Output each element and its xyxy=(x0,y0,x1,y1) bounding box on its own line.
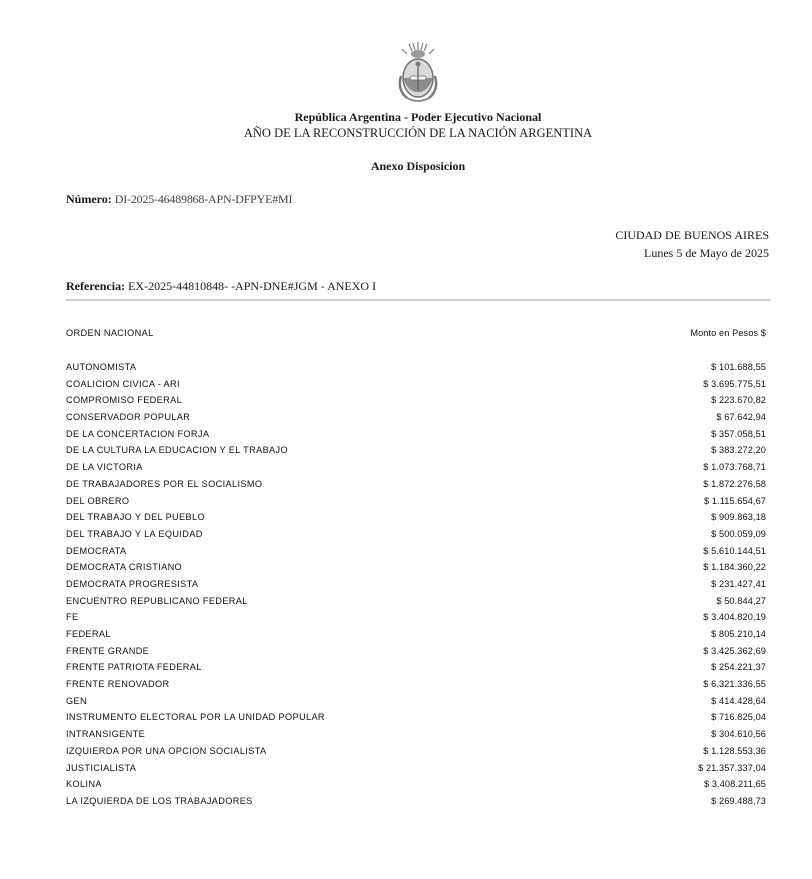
party-name: DEL TRABAJO Y LA EQUIDAD xyxy=(66,528,203,539)
table-row xyxy=(66,676,766,693)
document-reference xyxy=(66,279,376,294)
party-amount: $ 304.610,56 xyxy=(711,729,766,740)
party-amount: $ 3.408.211,65 xyxy=(703,779,766,790)
table-row xyxy=(66,743,766,760)
document-number xyxy=(66,192,292,207)
table-header xyxy=(66,326,766,340)
party-name: AUTONOMISTA xyxy=(66,362,137,372)
party-name: FRENTE RENOVADOR xyxy=(66,679,170,690)
party-name: JUSTICIALISTA xyxy=(66,762,137,773)
party-amount: $ 231.427,41 xyxy=(711,578,766,589)
party-name: DE TRABAJADORES POR EL SOCIALISMO xyxy=(66,478,263,489)
table-row xyxy=(66,493,766,510)
party-name: DEMOCRATA PROGRESISTA xyxy=(66,578,199,589)
party-name: DEMOCRATA xyxy=(66,545,127,556)
party-amount: $ 21.357.337,04 xyxy=(698,762,766,773)
table-row xyxy=(66,760,766,777)
table-row xyxy=(66,476,766,493)
party-name: CONSERVADOR POPULAR xyxy=(66,412,191,423)
header-institution: República Argentina - Poder Ejecutivo Nacional xyxy=(294,110,542,124)
party-amount: $ 6.321.336,55 xyxy=(703,679,766,690)
header-divider xyxy=(66,299,771,301)
table-row xyxy=(66,609,766,626)
reference-value: EX-2025-44810848- -APN-DNE#JGM - ANEXO I xyxy=(128,279,377,293)
table-body xyxy=(66,359,766,810)
table-row xyxy=(66,543,766,560)
coat-of-arms-icon xyxy=(395,40,441,110)
party-amount: $ 223.670,82 xyxy=(711,395,766,406)
table-row xyxy=(66,643,766,660)
party-amount: $ 1.872.276,58 xyxy=(703,478,766,489)
party-name: LA IZQUIERDA DE LOS TRABAJADORES xyxy=(66,795,253,806)
party-name: COALICION CIVICA - ARI xyxy=(66,378,180,389)
party-name: FRENTE PATRIOTA FEDERAL xyxy=(66,662,202,673)
header-year-motto: AÑO DE LA RECONSTRUCCIÓN DE LA NACIÓN ARGENTINA xyxy=(243,126,593,140)
allocation-table xyxy=(66,326,766,810)
party-amount: $ 909.863,18 xyxy=(711,512,766,523)
table-row xyxy=(66,392,766,409)
table-row xyxy=(66,726,766,743)
party-name: INSTRUMENTO ELECTORAL POR LA UNIDAD POPULAR xyxy=(66,712,325,723)
party-amount: $ 500.059,09 xyxy=(711,528,766,539)
party-name: GEN xyxy=(66,695,87,706)
column-header-amount: Monto en Pesos $ xyxy=(690,328,766,338)
table-row xyxy=(66,426,766,443)
party-amount: $ 414.428,64 xyxy=(711,695,766,706)
party-amount: $ 101.688,55 xyxy=(711,362,766,372)
document-number-value: DI-2025-46489868-APN-DFPYE#MI xyxy=(114,192,293,206)
party-name: DE LA VICTORIA xyxy=(66,462,143,473)
party-amount: $ 1.073.768,71 xyxy=(703,462,766,473)
party-amount: $ 716.825,04 xyxy=(711,712,766,723)
document-title: Anexo Disposicion xyxy=(370,159,466,173)
party-name: DE LA CULTURA LA EDUCACION Y EL TRABAJO xyxy=(66,445,288,456)
reference-label: Referencia: xyxy=(66,279,126,293)
table-row xyxy=(66,442,766,459)
table-row xyxy=(66,509,766,526)
table-row xyxy=(66,576,766,593)
party-amount: $ 50.844,27 xyxy=(716,595,766,606)
party-name: DEL OBRERO xyxy=(66,495,130,506)
document-city: CIUDAD DE BUENOS AIRES xyxy=(615,228,769,242)
party-name: FE xyxy=(66,612,79,623)
party-amount: $ 3.425.362,69 xyxy=(703,645,766,656)
table-row xyxy=(66,459,766,476)
table-row xyxy=(66,793,766,810)
party-name: IZQUIERDA POR UNA OPCION SOCIALISTA xyxy=(66,745,267,756)
table-row xyxy=(66,526,766,543)
party-name: DE LA CONCERTACION FORJA xyxy=(66,428,210,439)
party-amount: $ 269.488,73 xyxy=(711,795,766,806)
party-amount: $ 1.184.360,22 xyxy=(703,562,766,573)
table-row xyxy=(66,593,766,610)
party-amount: $ 383.272,20 xyxy=(711,445,766,456)
party-amount: $ 357.058,51 xyxy=(711,428,766,439)
table-row xyxy=(66,626,766,643)
table-row xyxy=(66,409,766,426)
table-row xyxy=(66,693,766,710)
party-name: COMPROMISO FEDERAL xyxy=(66,395,183,406)
party-amount: $ 3.404.820,19 xyxy=(703,612,766,623)
column-header-name: ORDEN NACIONAL xyxy=(66,328,154,338)
table-row xyxy=(66,359,766,376)
party-name: INTRANSIGENTE xyxy=(66,729,146,740)
table-row xyxy=(66,559,766,576)
party-amount: $ 1.128.553,36 xyxy=(703,745,766,756)
party-amount: $ 1.115.654,67 xyxy=(703,495,766,506)
party-amount: $ 805.210,14 xyxy=(711,629,766,639)
party-name: FEDERAL xyxy=(66,629,111,639)
party-name: DEL TRABAJO Y DEL PUEBLO xyxy=(66,512,205,523)
party-name: DEMOCRATA CRISTIANO xyxy=(66,562,183,573)
party-name: FRENTE GRANDE xyxy=(66,645,150,656)
document-number-label: Número: xyxy=(66,192,112,206)
party-name: ENCUENTRO REPUBLICANO FEDERAL xyxy=(66,595,248,606)
table-row xyxy=(66,709,766,726)
table-row xyxy=(66,659,766,676)
party-amount: $ 67.642,94 xyxy=(716,412,766,423)
table-row xyxy=(66,776,766,793)
party-amount: $ 3.695.775,51 xyxy=(703,378,766,389)
party-amount: $ 254.221,37 xyxy=(711,662,766,673)
party-name: KOLINA xyxy=(66,779,102,790)
table-row xyxy=(66,376,766,393)
party-amount: $ 5.610.144,51 xyxy=(703,545,766,556)
document-date: Lunes 5 de Mayo de 2025 xyxy=(644,246,769,260)
